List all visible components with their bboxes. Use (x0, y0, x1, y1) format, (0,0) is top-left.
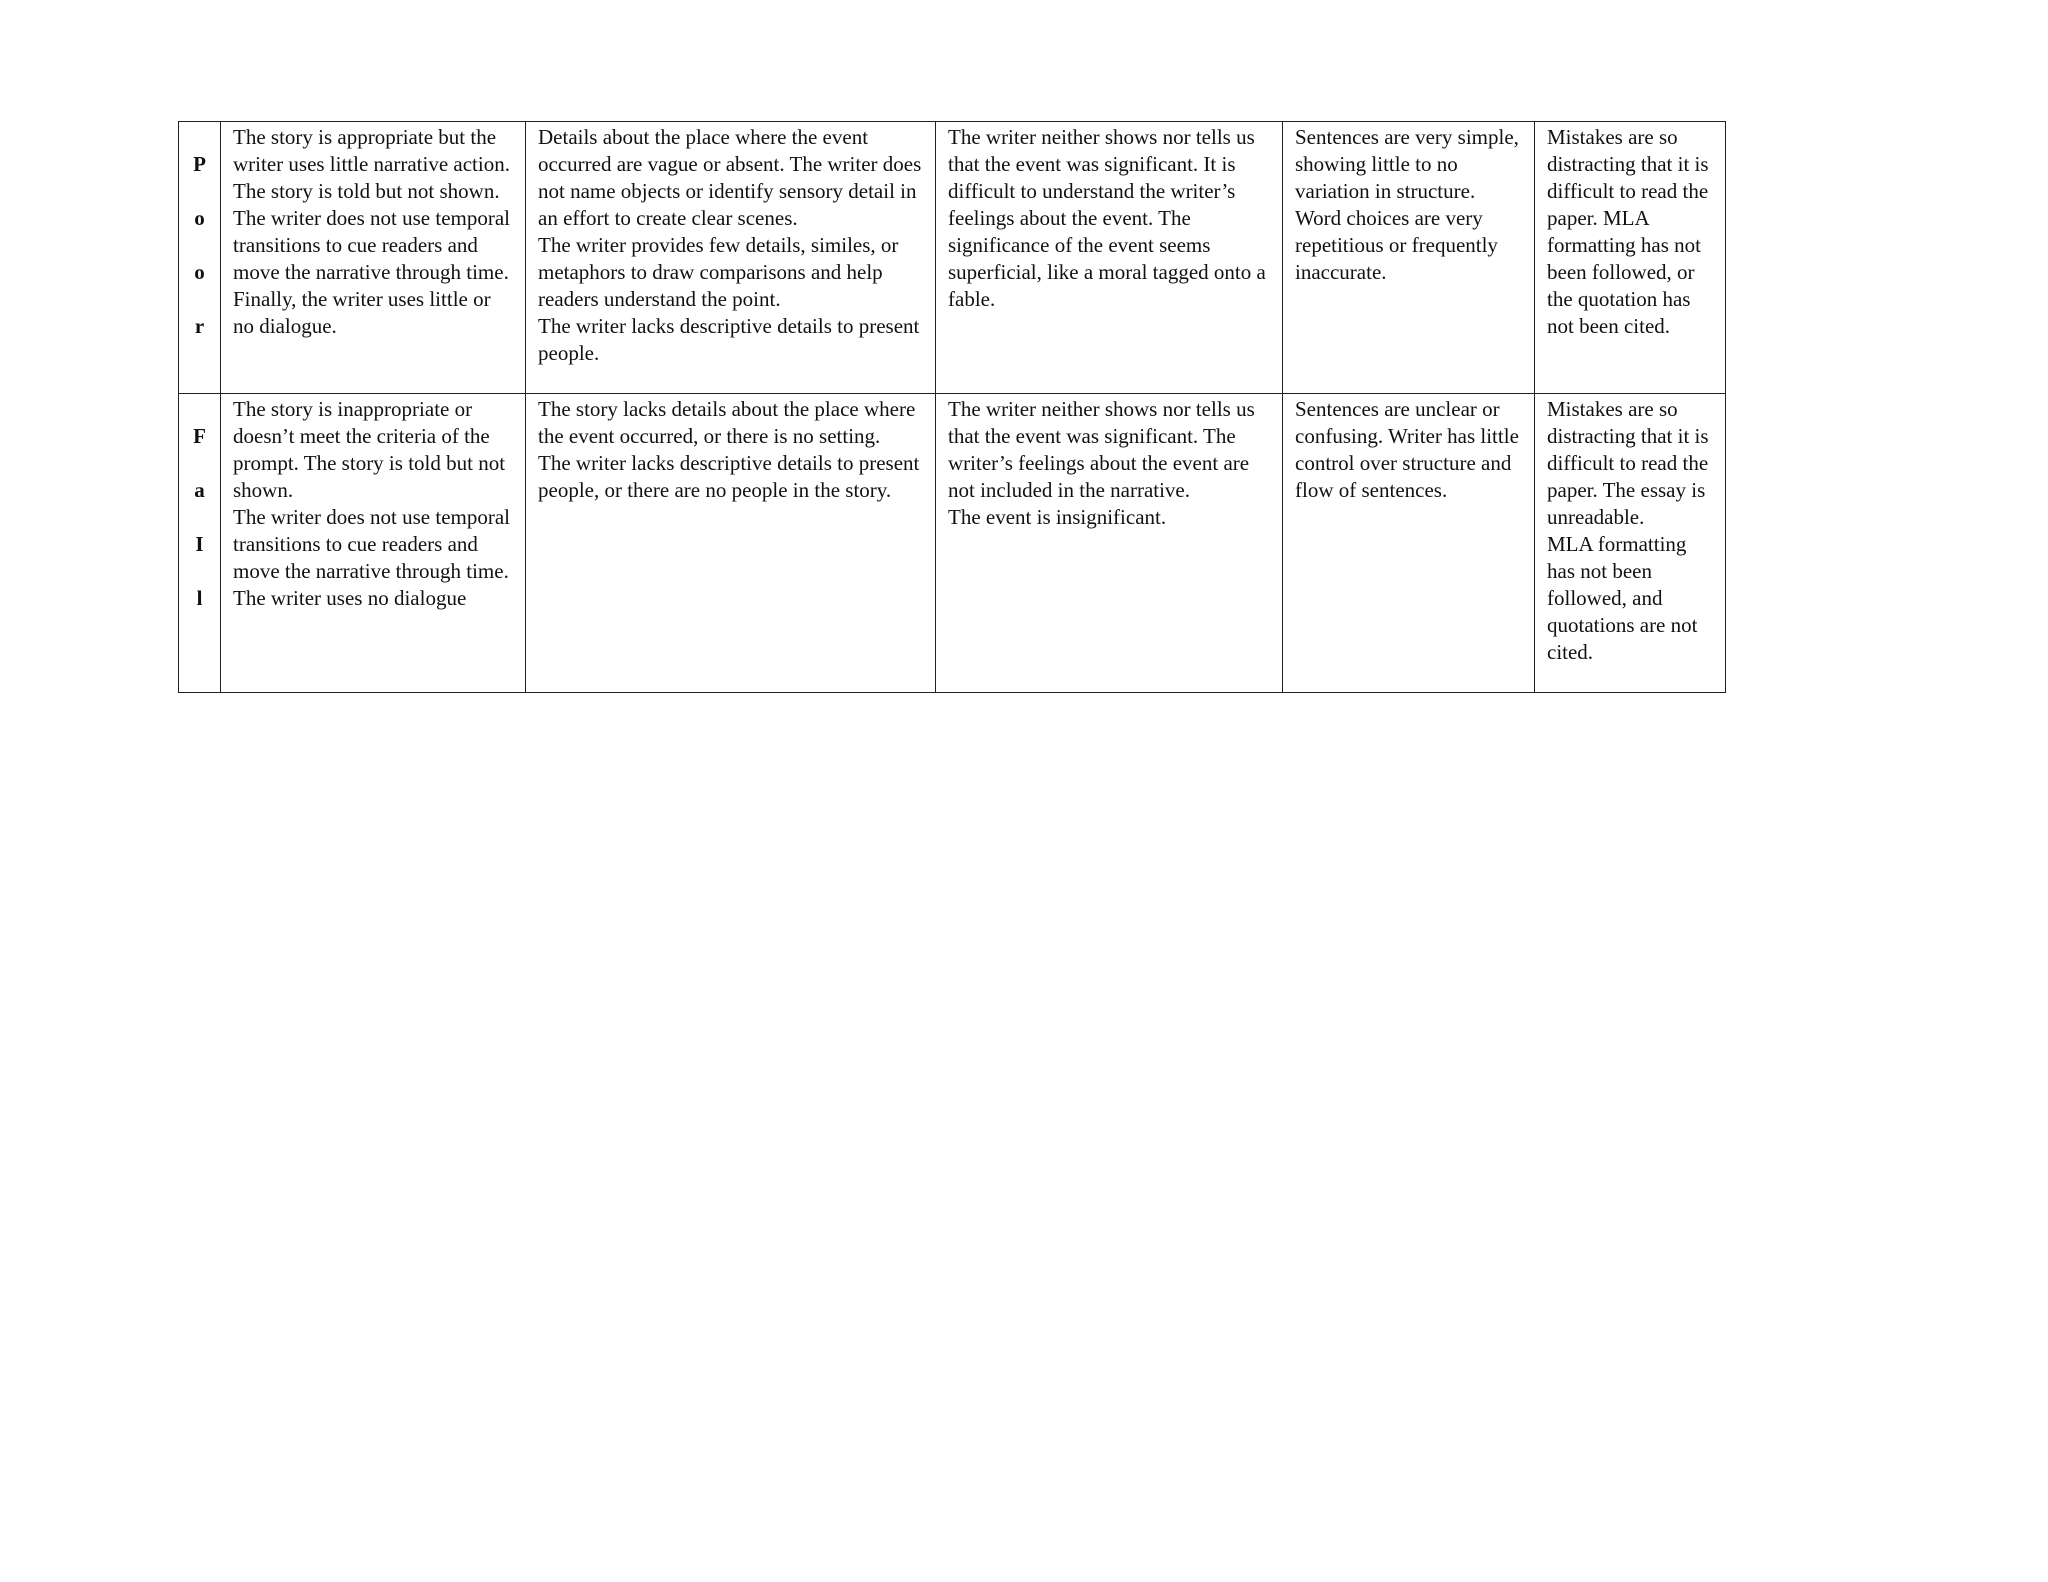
rubric-cell-significance: The writer neither shows nor tells us that the event was significant. It is difficult to understand the writer’s feelings about the event. The significance of the event seems superficial, like a moral tagged onto a fable. (936, 122, 1283, 394)
rubric-cell-narrative-action: The story is appropriate but the writer uses little narrative action. The story is told but not shown. The writer does not use temporal transitions to cue readers and move the narrative through time. Finally, the writer uses little or no dialogue. (221, 122, 526, 394)
level-letter: l (196, 586, 203, 610)
rubric-cell-descriptive-detail: The story lacks details about the place where the event occurred, or there is no setting. The writer lacks descriptive details to present people, or there are no people in the story. (526, 394, 936, 693)
level-label-poor (179, 122, 221, 394)
rubric-row-poor (179, 122, 1726, 394)
rubric-row-fail (179, 394, 1726, 693)
rubric-cell-descriptive-detail: Details about the place where the event occurred are vague or absent. The writer does not name objects or identify sensory detail in an effort to create clear scenes. The writer provides few details, similes, or metaphors to draw comparisons and help readers understand the point. The writer lacks descriptive details to present people. (526, 122, 936, 394)
level-label-fail (179, 394, 221, 693)
level-letter: o (194, 206, 205, 230)
rubric-cell-significance: The writer neither shows nor tells us that the event was significant. The writer’s feelings about the event are not included in the narrative. The event is insignificant. (936, 394, 1283, 693)
level-letter: I (195, 532, 204, 556)
rubric-cell-sentences: Sentences are very simple, showing little to no variation in structure. Word choices are very repetitious or frequently inaccurate. (1283, 122, 1535, 394)
rubric-cell-mechanics: Mistakes are so distracting that it is difficult to read the paper. The essay is unreadable. MLA formatting has not been followed, and quotations are not cited. (1535, 394, 1726, 693)
rubric-cell-sentences: Sentences are unclear or confusing. Writer has little control over structure and flow of sentences. (1283, 394, 1535, 693)
rubric-table (178, 121, 1726, 693)
level-letter: r (194, 314, 205, 338)
rubric-cell-mechanics: Mistakes are so distracting that it is difficult to read the paper. MLA formatting has not been followed, or the quotation has not been cited. (1535, 122, 1726, 394)
level-letter: F (193, 424, 206, 448)
level-letter: P (193, 152, 206, 176)
rubric-cell-narrative-action: The story is inappropriate or doesn’t meet the criteria of the prompt. The story is told but not shown. The writer does not use temporal transitions to cue readers and move the narrative through time. The writer uses no dialogue (221, 394, 526, 693)
level-letter: a (194, 478, 205, 502)
level-letter: o (194, 260, 205, 284)
